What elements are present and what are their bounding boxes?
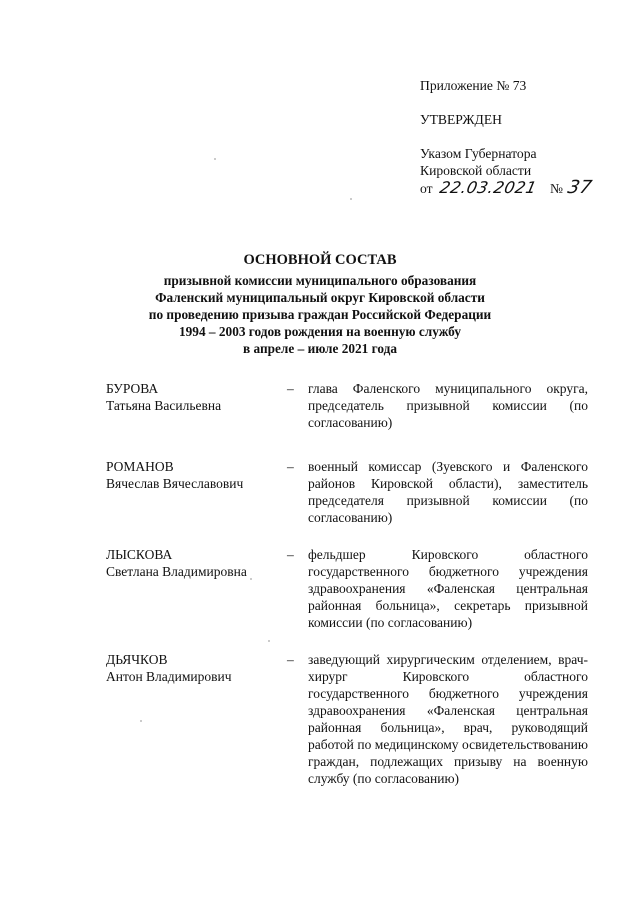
document-title — [40, 252, 600, 357]
from-label: от — [420, 181, 433, 196]
title-line-5: в апреле – июле 2021 года — [242, 341, 398, 356]
member-surname: ЛЫСКОВА — [106, 547, 173, 562]
scan-speck — [350, 198, 352, 200]
decree-line-2: Кировской области — [420, 163, 532, 178]
member-surname: ДЬЯЧКОВ — [106, 652, 168, 667]
member-dash: – — [287, 459, 294, 474]
member-name — [106, 546, 287, 631]
member-given-name: Светлана Владимировна — [106, 564, 247, 579]
member-row — [106, 380, 588, 431]
member-role: глава Фаленского муниципального округа, председатель призывной комиссии (по согласованию) — [308, 381, 588, 430]
decree-date-line — [420, 177, 595, 198]
member-name — [106, 380, 287, 431]
member-surname: РОМАНОВ — [106, 459, 174, 474]
scan-speck — [268, 640, 270, 642]
member-row — [106, 546, 588, 631]
handwritten-date: 22.03.2021 — [437, 178, 539, 197]
approval-block — [420, 77, 595, 198]
number-label: № — [549, 181, 563, 196]
title-line-3: по проведению призыва граждан Российской Федерации — [148, 307, 492, 322]
appendix-label: Приложение № 73 — [420, 78, 527, 93]
title-line-4: 1994 – 2003 годов рождения на военную службу — [179, 324, 461, 339]
member-role: военный комиссар (Зуевского и Фаленского районов Кировской области), заместитель председателя призывной комиссии (по согласованию) — [308, 459, 588, 525]
member-role: фельдшер Кировского областного государственного бюджетного учреждения здравоохранения «Фаленская центральная районная больница», секретарь призывной комиссии (по согласованию) — [308, 547, 588, 630]
member-dash: – — [287, 547, 294, 562]
member-name — [106, 458, 287, 526]
decree-line-1: Указом Губернатора — [420, 146, 537, 161]
title-line-2: Фаленский муниципальный округ Кировской области — [155, 290, 485, 305]
member-given-name: Вячеслав Вячеславович — [106, 476, 244, 491]
member-dash: – — [287, 652, 294, 667]
handwritten-number: 37 — [566, 177, 595, 198]
member-name — [106, 651, 287, 787]
member-row — [106, 458, 588, 526]
title-main: ОСНОВНОЙ СОСТАВ — [243, 252, 397, 268]
member-surname: БУРОВА — [106, 381, 159, 396]
scan-speck — [214, 158, 216, 160]
approved-label: УТВЕРЖДЕН — [420, 112, 502, 127]
member-dash: – — [287, 381, 294, 396]
member-role: заведующий хирургическим отделением, врач-хирург Кировского областного государственного бюджетного учреждения здравоохранения «Фаленская центральная районная больница», врач, руководящий работой по медицинскому освидетельствованию граждан, подлежащих призыву на военную службу (по согласованию) — [308, 652, 588, 786]
member-row — [106, 651, 588, 787]
scan-speck — [250, 578, 252, 580]
member-given-name: Татьяна Васильевна — [106, 398, 222, 413]
scan-speck — [140, 720, 142, 722]
title-line-1: призывной комиссии муниципального образования — [163, 273, 477, 288]
member-given-name: Антон Владимирович — [106, 669, 232, 684]
